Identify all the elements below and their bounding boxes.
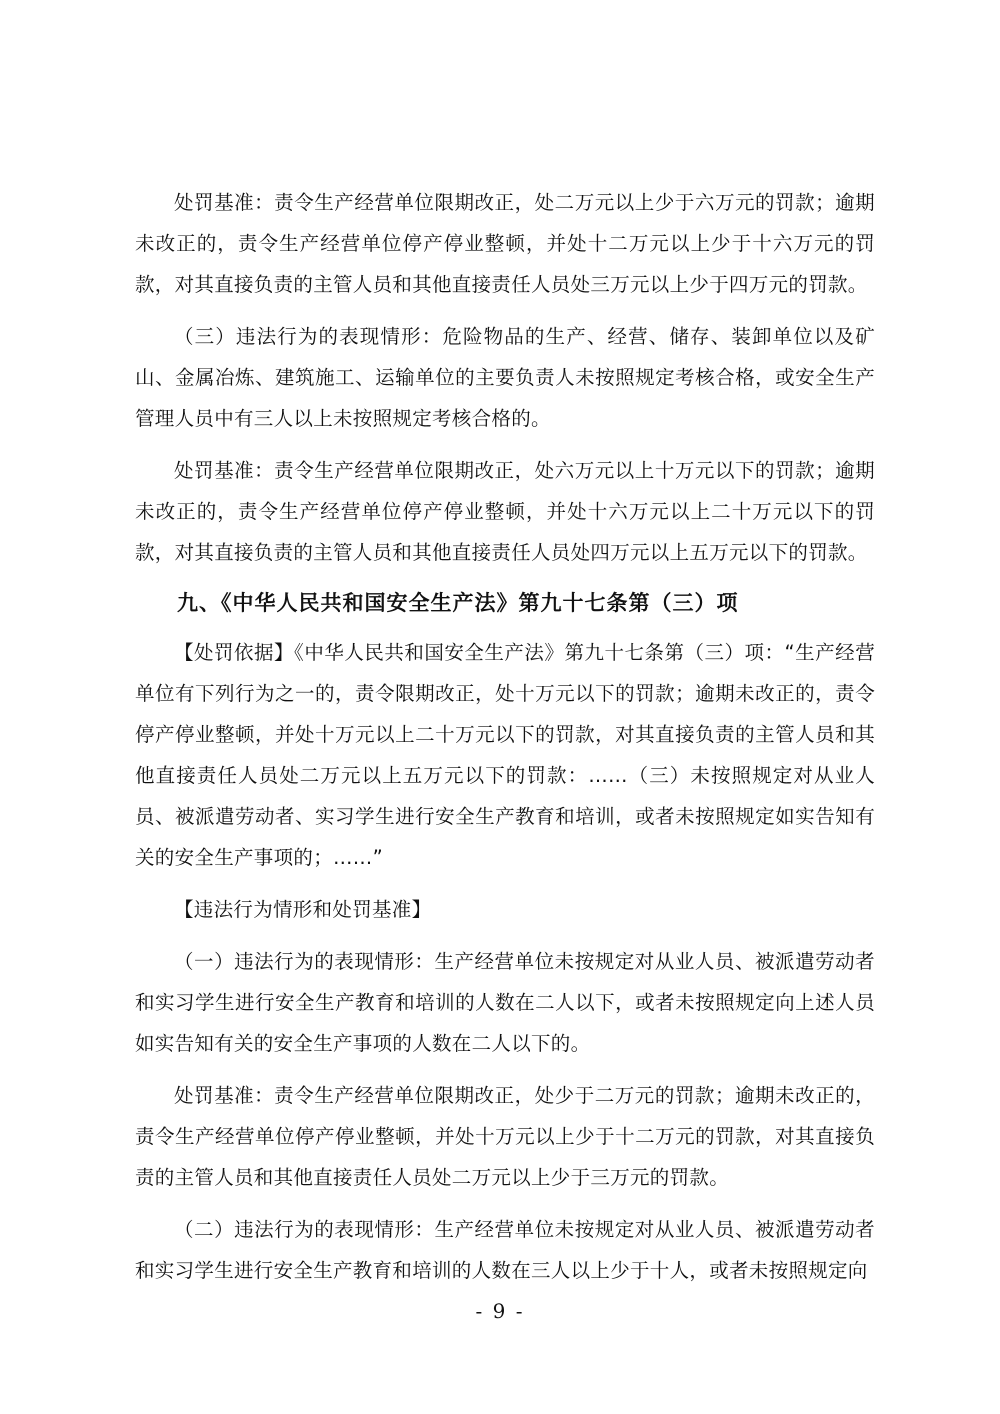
paragraph-violation-case-1: （一）违法行为的表现情形：生产经营单位未按规定对从业人员、被派遣劳动者和实习学生进行安全生产教育和培训的人数在二人以下，或者未按照规定向上述人员如实告知有关的安全生产事项的人数在二人以下的。 (135, 950, 875, 1055)
paragraph-violation-case-3: （三）违法行为的表现情形：危险物品的生产、经营、储存、装卸单位以及矿山、金属冶炼、建筑施工、运输单位的主要负责人未按照规定考核合格，或安全生产管理人员中有三人以上未按照规定考核合格的。 (135, 325, 875, 430)
document-body (135, 182, 875, 1302)
paragraph-penalty-standard-1: 处罚基准：责令生产经营单位限期改正，处二万元以上少于六万元的罚款；逾期未改正的，责令生产经营单位停产停业整顿，并处十二万元以上少于十六万元的罚款，对其直接负责的主管人员和其他直接责任人员处三万元以上少于四万元的罚款。 (135, 191, 875, 296)
paragraph-penalty-standard-3: 处罚基准：责令生产经营单位限期改正，处少于二万元的罚款；逾期未改正的，责令生产经营单位停产停业整顿，并处十万元以上少于十二万元的罚款，对其直接负责的主管人员和其他直接责任人员处二万元以上少于三万元的罚款。 (135, 1084, 875, 1189)
paragraph-violation-case-2: （二）违法行为的表现情形：生产经营单位未按规定对从业人员、被派遣劳动者和实习学生进行安全生产教育和培训的人数在三人以上少于十人，或者未按照规定向 (135, 1218, 875, 1282)
paragraph-penalty-standard-2: 处罚基准：责令生产经营单位限期改正，处六万元以上十万元以下的罚款；逾期未改正的，责令生产经营单位停产停业整顿，并处十六万元以上二十万元以下的罚款，对其直接负责的主管人员和其他直接责任人员处四万元以上五万元以下的罚款。 (135, 459, 875, 564)
page-number: - 9 - (475, 1299, 525, 1323)
paragraph-penalty-basis: 【处罚依据】《中华人民共和国安全生产法》第九十七条第（三）项：“生产经营单位有下列行为之一的，责令限期改正，处十万元以下的罚款；逾期未改正的，责令停产停业整顿，并处十万元以上二十万元以下的罚款，对其直接负责的主管人员和其他直接责任人员处二万元以上五万元以下的罚款：……（三）未按照规定对从业人员、被派遣劳动者、实习学生进行安全生产教育和培训，或者未按照规定如实告知有关的安全生产事项的；……” (135, 641, 875, 869)
section-heading: 九、《中华人民共和国安全生产法》第九十七条第（三）项 (177, 590, 739, 615)
paragraph-subheading: 【违法行为情形和处罚基准】 (174, 898, 432, 921)
